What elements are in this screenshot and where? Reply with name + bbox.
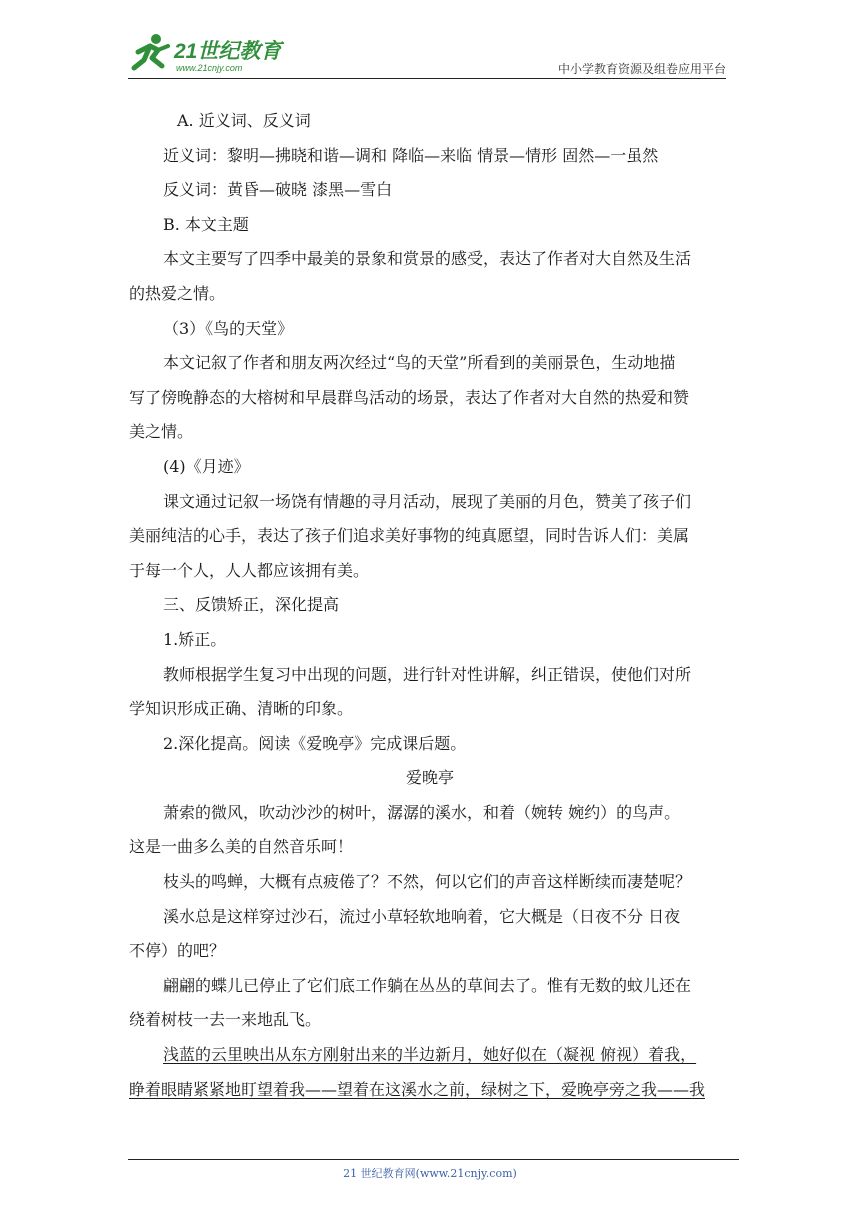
text-line: 本文主要写了四季中最美的景象和赏景的感受，表达了作者对大自然及生活	[163, 249, 692, 269]
page-footer: 21 世纪教育网(www.21cnjy.com)	[343, 1167, 517, 1180]
text-line: 2.深化提高。阅读《爱晚亭》完成课后题。	[163, 733, 467, 753]
page-header	[128, 30, 726, 82]
text-line: 枝头的鸣蝉，大概有点疲倦了？不然，何以它们的声音这样断续而凄楚呢？	[163, 872, 692, 892]
section-heading: 三、反馈矫正，深化提高	[163, 595, 340, 615]
text-line: 美之情。	[129, 422, 194, 442]
text-line: 美丽纯洁的心手，表达了孩子们追求美好事物的纯真愿望，同时告诉人们：美属	[129, 526, 690, 546]
article-title: 爱晚亭	[405, 768, 454, 788]
text-line: 学知识形成正确、清晰的印象。	[129, 699, 354, 719]
text-line: 翩翩的蝶儿已停止了它们底工作躺在丛丛的草间去了。惟有无数的蚊儿还在	[163, 975, 692, 995]
text-line: 绕着树枝一去一来地乱飞。	[129, 1010, 322, 1030]
text-line: B. 本文主题	[163, 214, 249, 234]
site-name: 中小学教育资源及组卷应用平台	[557, 62, 726, 76]
runner-icon	[134, 34, 168, 68]
text-line: 溪水总是这样穿过沙石，流过小草轻软地响着，它大概是（日夜不分 日夜	[163, 906, 681, 926]
text-line: 近义词：黎明—拂晓和谐—调和 降临—来临 情景—情形 固然—一虽然	[163, 145, 659, 165]
text-line: 1.矫正。	[163, 629, 227, 649]
underlined-line: 睁着眼睛紧紧地盯望着我——望着在这溪水之前，绿树之下，爱晚亭旁之我——我	[129, 1079, 706, 1099]
text-line: 本文记叙了作者和朋友两次经过“鸟的天堂”所看到的美丽景色，生动地描	[163, 353, 676, 373]
text-line: (4)《月迹》	[163, 456, 250, 476]
text-line: 课文通过记叙一场饶有情趣的寻月活动，展现了美丽的月色，赞美了孩子们	[163, 491, 692, 511]
text-line: 不停）的吧？	[129, 941, 226, 961]
text-line: 的热爱之情。	[129, 283, 226, 303]
text-line: 反义词：黄昏—破晓 漆黑—雪白	[163, 180, 393, 200]
text-line: 于每一个人，人人都应该拥有美。	[129, 560, 370, 580]
text-line: 萧索的微风，吹动沙沙的树叶，潺潺的溪水，和着（婉转 婉约）的鸟声。	[163, 802, 681, 822]
svg-text:21世纪教育: 21世纪教育	[174, 40, 282, 63]
text-line: 教师根据学生复习中出现的问题，进行针对性讲解，纠正错误，使他们对所	[163, 664, 692, 684]
footer-divider	[128, 1159, 739, 1160]
document-body	[129, 104, 731, 1107]
underlined-line: 浅蓝的云里映出从东方刚射出来的半边新月，她好似在（凝视 俯视）着我，	[163, 1045, 697, 1065]
site-logo	[128, 30, 288, 76]
text-line: （3）《鸟的天堂》	[163, 318, 294, 338]
text-line: 写了傍晚静态的大榕树和早晨群鸟活动的场景，表达了作者对大自然的热爱和赞	[129, 387, 690, 407]
svg-text:www.21cnjy.com: www.21cnjy.com	[176, 63, 243, 73]
header-divider	[128, 78, 726, 79]
text-line: A. 近义词、反义词	[177, 111, 311, 130]
text-line: 这是一曲多么美的自然音乐呵！	[129, 837, 354, 857]
